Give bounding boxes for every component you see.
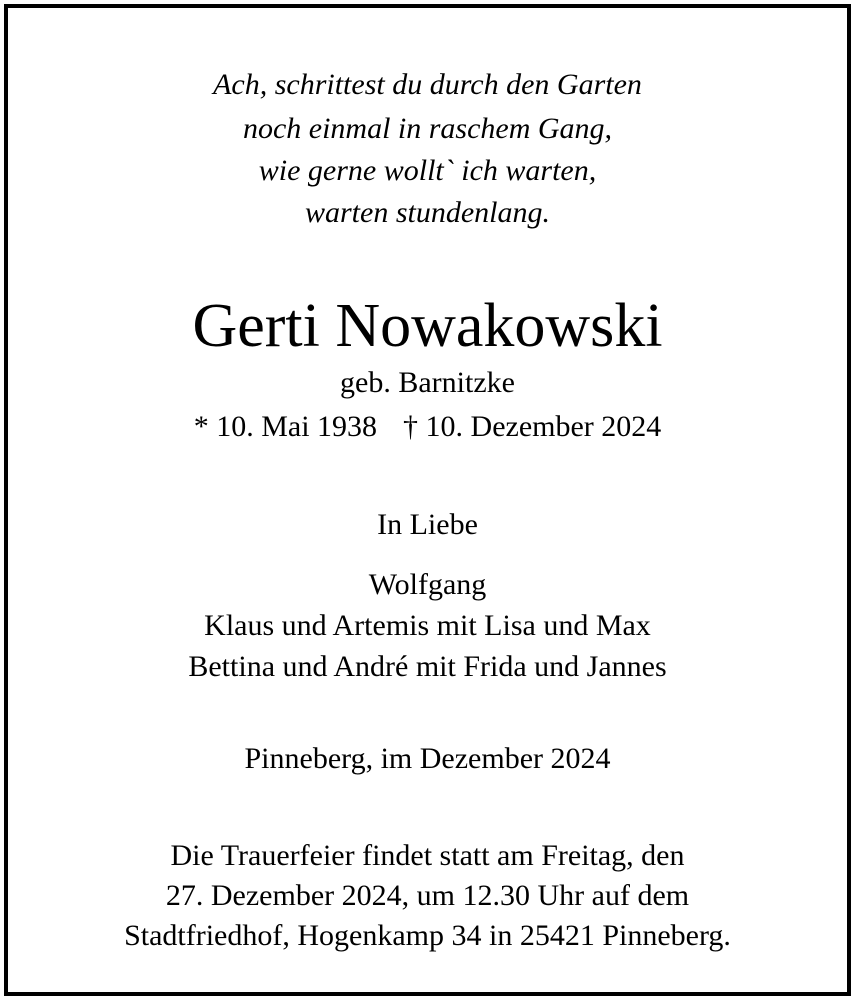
poem-line-2: noch einmal in raschem Gang, (242, 112, 613, 145)
place-date: Pinneberg, im Dezember 2024 (244, 742, 611, 775)
poem-line-4: warten stundenlang. (305, 196, 550, 229)
poem-line-1: Ach, schrittest du durch den Garten (213, 68, 642, 101)
death-date: † 10. Dezember 2024 (403, 410, 662, 443)
funeral-line-1: Die Trauerfeier findet statt am Freitag, den (170, 839, 685, 872)
obituary-frame (4, 4, 851, 996)
life-dates (8, 412, 847, 442)
funeral-line-3: Stadtfriedhof, Hogenkamp 34 in 25421 Pinneberg. (124, 919, 731, 952)
maiden-name: geb. Barnitzke (340, 366, 515, 399)
birth-date: * 10. Mai 1938 (193, 410, 378, 443)
mourners-intro: In Liebe (377, 508, 478, 541)
mourner-line-1: Wolfgang (368, 568, 487, 601)
poem-line-3: wie gerne wollt` ich warten, (258, 154, 597, 187)
funeral-line-2: 27. Dezember 2024, um 12.30 Uhr auf dem (165, 879, 690, 912)
deceased-name: Gerti Nowakowski (192, 292, 663, 360)
mourner-line-3: Bettina und André mit Frida und Jannes (188, 650, 667, 683)
mourner-line-2: Klaus und Artemis mit Lisa und Max (204, 609, 651, 642)
